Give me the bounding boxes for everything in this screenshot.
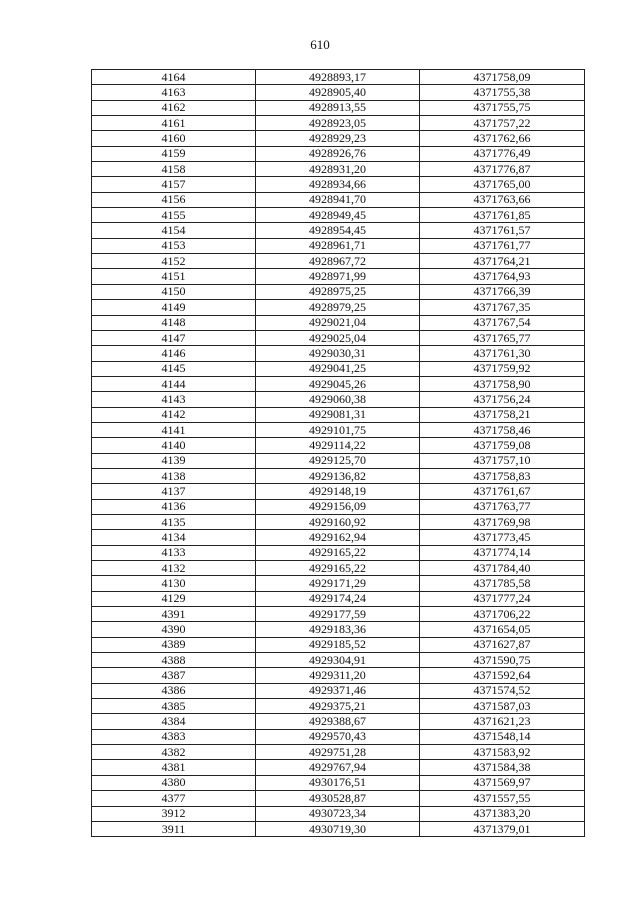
point-number-cell: 4154 bbox=[92, 223, 256, 238]
y-coordinate-cell: 4371383,20 bbox=[420, 806, 585, 821]
point-number-cell: 4145 bbox=[92, 361, 256, 376]
x-coordinate-cell: 4929060,38 bbox=[256, 392, 420, 407]
y-coordinate-cell: 4371764,21 bbox=[420, 254, 585, 269]
y-coordinate-cell: 4371777,24 bbox=[420, 591, 585, 606]
point-number-cell: 4140 bbox=[92, 438, 256, 453]
table-row bbox=[92, 530, 585, 545]
point-number-cell: 4384 bbox=[92, 714, 256, 729]
x-coordinate-cell: 4930719,30 bbox=[256, 821, 420, 836]
table-row bbox=[92, 116, 585, 131]
y-coordinate-cell: 4371590,75 bbox=[420, 653, 585, 668]
point-number-cell: 4387 bbox=[92, 668, 256, 683]
point-number-cell: 4142 bbox=[92, 407, 256, 422]
point-number-cell: 3911 bbox=[92, 821, 256, 836]
y-coordinate-cell: 4371592,64 bbox=[420, 668, 585, 683]
point-number-cell: 4388 bbox=[92, 653, 256, 668]
point-number-cell: 4149 bbox=[92, 300, 256, 315]
x-coordinate-cell: 4929304,91 bbox=[256, 653, 420, 668]
point-number-cell: 4130 bbox=[92, 576, 256, 591]
point-number-cell: 4156 bbox=[92, 192, 256, 207]
table-row bbox=[92, 683, 585, 698]
table-row bbox=[92, 714, 585, 729]
point-number-cell: 4163 bbox=[92, 85, 256, 100]
point-number-cell: 4164 bbox=[92, 70, 256, 85]
table-row bbox=[92, 438, 585, 453]
page-number: 610 bbox=[310, 37, 330, 52]
table-row bbox=[92, 622, 585, 637]
y-coordinate-cell: 4371756,24 bbox=[420, 392, 585, 407]
y-coordinate-cell: 4371761,30 bbox=[420, 346, 585, 361]
table-row bbox=[92, 361, 585, 376]
point-number-cell: 4391 bbox=[92, 607, 256, 622]
x-coordinate-cell: 4928967,72 bbox=[256, 254, 420, 269]
table-row bbox=[92, 254, 585, 269]
point-number-cell: 4144 bbox=[92, 376, 256, 391]
x-coordinate-cell: 4928934,66 bbox=[256, 177, 420, 192]
table-row bbox=[92, 484, 585, 499]
point-number-cell: 4383 bbox=[92, 729, 256, 744]
table-row bbox=[92, 162, 585, 177]
table-row bbox=[92, 269, 585, 284]
table-row bbox=[92, 760, 585, 775]
table-row bbox=[92, 284, 585, 299]
y-coordinate-cell: 4371765,77 bbox=[420, 330, 585, 345]
x-coordinate-cell: 4928954,45 bbox=[256, 223, 420, 238]
y-coordinate-cell: 4371767,54 bbox=[420, 315, 585, 330]
y-coordinate-cell: 4371784,40 bbox=[420, 561, 585, 576]
point-number-cell: 4151 bbox=[92, 269, 256, 284]
table-row bbox=[92, 300, 585, 315]
table-row bbox=[92, 745, 585, 760]
x-coordinate-cell: 4928926,76 bbox=[256, 146, 420, 161]
table-row bbox=[92, 85, 585, 100]
point-number-cell: 4160 bbox=[92, 131, 256, 146]
table-row bbox=[92, 177, 585, 192]
x-coordinate-cell: 4928931,20 bbox=[256, 162, 420, 177]
point-number-cell: 4153 bbox=[92, 238, 256, 253]
point-number-cell: 4141 bbox=[92, 422, 256, 437]
point-number-cell: 4148 bbox=[92, 315, 256, 330]
x-coordinate-cell: 4929114,22 bbox=[256, 438, 420, 453]
table-row bbox=[92, 208, 585, 223]
table-row bbox=[92, 545, 585, 560]
table-row bbox=[92, 346, 585, 361]
y-coordinate-cell: 4371766,39 bbox=[420, 284, 585, 299]
point-number-cell: 4161 bbox=[92, 116, 256, 131]
x-coordinate-cell: 4929375,21 bbox=[256, 699, 420, 714]
y-coordinate-cell: 4371776,87 bbox=[420, 162, 585, 177]
point-number-cell: 4136 bbox=[92, 499, 256, 514]
x-coordinate-cell: 4929767,94 bbox=[256, 760, 420, 775]
x-coordinate-cell: 4929165,22 bbox=[256, 561, 420, 576]
point-number-cell: 4158 bbox=[92, 162, 256, 177]
table-row bbox=[92, 499, 585, 514]
y-coordinate-cell: 4371761,57 bbox=[420, 223, 585, 238]
x-coordinate-cell: 4928971,99 bbox=[256, 269, 420, 284]
x-coordinate-cell: 4928941,70 bbox=[256, 192, 420, 207]
point-number-cell: 4159 bbox=[92, 146, 256, 161]
point-number-cell: 4157 bbox=[92, 177, 256, 192]
table-row bbox=[92, 668, 585, 683]
table-row bbox=[92, 775, 585, 790]
table-row bbox=[92, 376, 585, 391]
point-number-cell: 4150 bbox=[92, 284, 256, 299]
x-coordinate-cell: 4928913,55 bbox=[256, 100, 420, 115]
table-row bbox=[92, 131, 585, 146]
table-row bbox=[92, 576, 585, 591]
y-coordinate-cell: 4371763,77 bbox=[420, 499, 585, 514]
y-coordinate-cell: 4371764,93 bbox=[420, 269, 585, 284]
point-number-cell: 3912 bbox=[92, 806, 256, 821]
point-number-cell: 4155 bbox=[92, 208, 256, 223]
point-number-cell: 4390 bbox=[92, 622, 256, 637]
y-coordinate-cell: 4371762,66 bbox=[420, 131, 585, 146]
y-coordinate-cell: 4371758,09 bbox=[420, 70, 585, 85]
x-coordinate-cell: 4929125,70 bbox=[256, 453, 420, 468]
y-coordinate-cell: 4371761,77 bbox=[420, 238, 585, 253]
point-number-cell: 4132 bbox=[92, 561, 256, 576]
y-coordinate-cell: 4371757,10 bbox=[420, 453, 585, 468]
y-coordinate-cell: 4371769,98 bbox=[420, 514, 585, 529]
table-row bbox=[92, 392, 585, 407]
x-coordinate-cell: 4929162,94 bbox=[256, 530, 420, 545]
table-row bbox=[92, 821, 585, 836]
table-row bbox=[92, 100, 585, 115]
point-number-cell: 4134 bbox=[92, 530, 256, 545]
x-coordinate-cell: 4929185,52 bbox=[256, 637, 420, 652]
table-row bbox=[92, 591, 585, 606]
point-number-cell: 4385 bbox=[92, 699, 256, 714]
table-row bbox=[92, 699, 585, 714]
point-number-cell: 4137 bbox=[92, 484, 256, 499]
y-coordinate-cell: 4371761,67 bbox=[420, 484, 585, 499]
table-row bbox=[92, 192, 585, 207]
x-coordinate-cell: 4929371,46 bbox=[256, 683, 420, 698]
point-number-cell: 4152 bbox=[92, 254, 256, 269]
point-number-cell: 4381 bbox=[92, 760, 256, 775]
x-coordinate-cell: 4929136,82 bbox=[256, 468, 420, 483]
y-coordinate-cell: 4371557,55 bbox=[420, 791, 585, 806]
point-number-cell: 4139 bbox=[92, 453, 256, 468]
coordinates-table-body bbox=[92, 70, 585, 837]
y-coordinate-cell: 4371621,23 bbox=[420, 714, 585, 729]
table-row bbox=[92, 468, 585, 483]
y-coordinate-cell: 4371763,66 bbox=[420, 192, 585, 207]
y-coordinate-cell: 4371584,38 bbox=[420, 760, 585, 775]
y-coordinate-cell: 4371654,05 bbox=[420, 622, 585, 637]
y-coordinate-cell: 4371627,87 bbox=[420, 637, 585, 652]
y-coordinate-cell: 4371758,46 bbox=[420, 422, 585, 437]
point-number-cell: 4129 bbox=[92, 591, 256, 606]
y-coordinate-cell: 4371755,75 bbox=[420, 100, 585, 115]
x-coordinate-cell: 4930723,34 bbox=[256, 806, 420, 821]
x-coordinate-cell: 4929171,29 bbox=[256, 576, 420, 591]
table-row bbox=[92, 561, 585, 576]
table-row bbox=[92, 791, 585, 806]
x-coordinate-cell: 4929183,36 bbox=[256, 622, 420, 637]
point-number-cell: 4146 bbox=[92, 346, 256, 361]
x-coordinate-cell: 4929156,09 bbox=[256, 499, 420, 514]
table-row bbox=[92, 607, 585, 622]
y-coordinate-cell: 4371773,45 bbox=[420, 530, 585, 545]
y-coordinate-cell: 4371706,22 bbox=[420, 607, 585, 622]
point-number-cell: 4162 bbox=[92, 100, 256, 115]
y-coordinate-cell: 4371759,08 bbox=[420, 438, 585, 453]
table-row bbox=[92, 223, 585, 238]
point-number-cell: 4147 bbox=[92, 330, 256, 345]
point-number-cell: 4133 bbox=[92, 545, 256, 560]
x-coordinate-cell: 4928975,25 bbox=[256, 284, 420, 299]
y-coordinate-cell: 4371587,03 bbox=[420, 699, 585, 714]
y-coordinate-cell: 4371758,90 bbox=[420, 376, 585, 391]
table-row bbox=[92, 637, 585, 652]
x-coordinate-cell: 4929045,26 bbox=[256, 376, 420, 391]
table-row bbox=[92, 422, 585, 437]
y-coordinate-cell: 4371757,22 bbox=[420, 116, 585, 131]
table-row bbox=[92, 653, 585, 668]
y-coordinate-cell: 4371758,21 bbox=[420, 407, 585, 422]
y-coordinate-cell: 4371583,92 bbox=[420, 745, 585, 760]
x-coordinate-cell: 4929388,67 bbox=[256, 714, 420, 729]
y-coordinate-cell: 4371755,38 bbox=[420, 85, 585, 100]
y-coordinate-cell: 4371548,14 bbox=[420, 729, 585, 744]
x-coordinate-cell: 4928949,45 bbox=[256, 208, 420, 223]
x-coordinate-cell: 4929174,24 bbox=[256, 591, 420, 606]
x-coordinate-cell: 4928961,71 bbox=[256, 238, 420, 253]
y-coordinate-cell: 4371759,92 bbox=[420, 361, 585, 376]
x-coordinate-cell: 4928923,05 bbox=[256, 116, 420, 131]
y-coordinate-cell: 4371785,58 bbox=[420, 576, 585, 591]
table-row bbox=[92, 806, 585, 821]
x-coordinate-cell: 4928929,23 bbox=[256, 131, 420, 146]
point-number-cell: 4143 bbox=[92, 392, 256, 407]
table-row bbox=[92, 514, 585, 529]
x-coordinate-cell: 4929081,31 bbox=[256, 407, 420, 422]
y-coordinate-cell: 4371767,35 bbox=[420, 300, 585, 315]
x-coordinate-cell: 4930528,87 bbox=[256, 791, 420, 806]
x-coordinate-cell: 4929148,19 bbox=[256, 484, 420, 499]
y-coordinate-cell: 4371379,01 bbox=[420, 821, 585, 836]
x-coordinate-cell: 4929101,75 bbox=[256, 422, 420, 437]
y-coordinate-cell: 4371776,49 bbox=[420, 146, 585, 161]
x-coordinate-cell: 4928979,25 bbox=[256, 300, 420, 315]
coordinates-table bbox=[91, 69, 585, 837]
x-coordinate-cell: 4929160,92 bbox=[256, 514, 420, 529]
table-row bbox=[92, 453, 585, 468]
x-coordinate-cell: 4929030,31 bbox=[256, 346, 420, 361]
table-row bbox=[92, 729, 585, 744]
x-coordinate-cell: 4928905,40 bbox=[256, 85, 420, 100]
point-number-cell: 4377 bbox=[92, 791, 256, 806]
table-row bbox=[92, 315, 585, 330]
table-row bbox=[92, 407, 585, 422]
x-coordinate-cell: 4929021,04 bbox=[256, 315, 420, 330]
y-coordinate-cell: 4371569,97 bbox=[420, 775, 585, 790]
x-coordinate-cell: 4929570,43 bbox=[256, 729, 420, 744]
x-coordinate-cell: 4929165,22 bbox=[256, 545, 420, 560]
y-coordinate-cell: 4371761,85 bbox=[420, 208, 585, 223]
point-number-cell: 4386 bbox=[92, 683, 256, 698]
x-coordinate-cell: 4928893,17 bbox=[256, 70, 420, 85]
x-coordinate-cell: 4929751,28 bbox=[256, 745, 420, 760]
y-coordinate-cell: 4371574,52 bbox=[420, 683, 585, 698]
table-row bbox=[92, 330, 585, 345]
x-coordinate-cell: 4929041,25 bbox=[256, 361, 420, 376]
y-coordinate-cell: 4371758,83 bbox=[420, 468, 585, 483]
y-coordinate-cell: 4371774,14 bbox=[420, 545, 585, 560]
point-number-cell: 4389 bbox=[92, 637, 256, 652]
x-coordinate-cell: 4929025,04 bbox=[256, 330, 420, 345]
point-number-cell: 4138 bbox=[92, 468, 256, 483]
x-coordinate-cell: 4929311,20 bbox=[256, 668, 420, 683]
point-number-cell: 4135 bbox=[92, 514, 256, 529]
table-row bbox=[92, 70, 585, 85]
table-row bbox=[92, 238, 585, 253]
x-coordinate-cell: 4929177,59 bbox=[256, 607, 420, 622]
y-coordinate-cell: 4371765,00 bbox=[420, 177, 585, 192]
x-coordinate-cell: 4930176,51 bbox=[256, 775, 420, 790]
point-number-cell: 4382 bbox=[92, 745, 256, 760]
point-number-cell: 4380 bbox=[92, 775, 256, 790]
table-row bbox=[92, 146, 585, 161]
